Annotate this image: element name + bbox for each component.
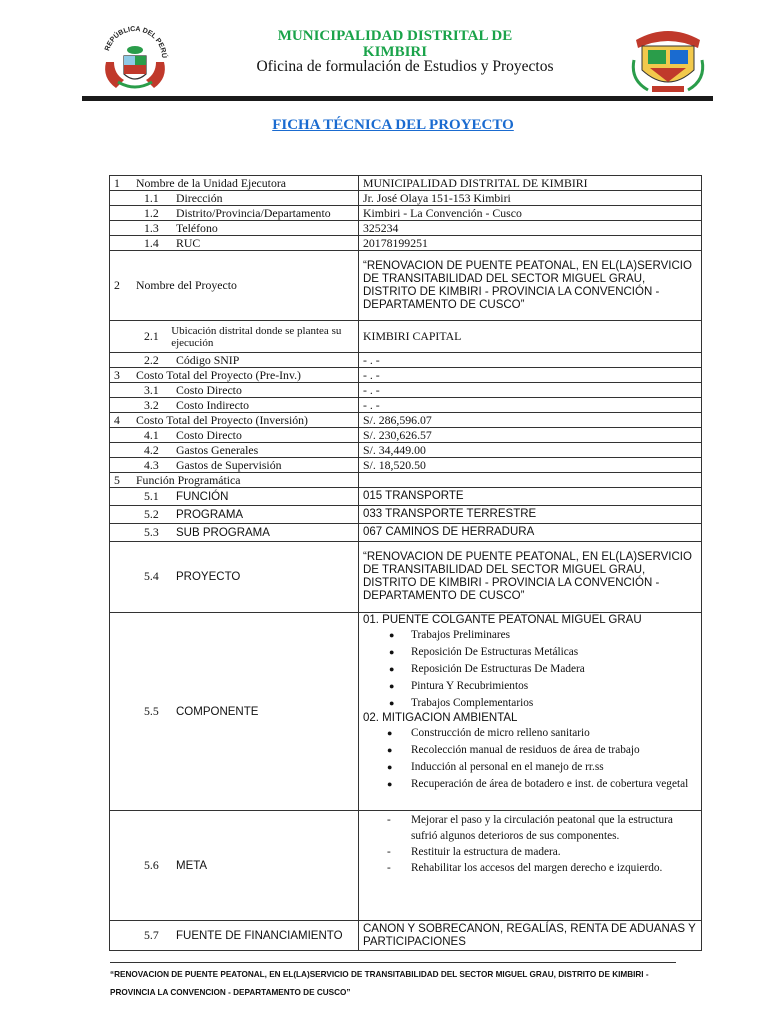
row-number: 4.1 [144, 427, 159, 442]
table-row [110, 176, 702, 191]
table-row [110, 811, 702, 921]
office-name: Oficina de formulación de Estudios y Proyectos [256, 58, 554, 75]
row-value: CANON Y SOBRECANON, REGALÍAS, RENTA DE ADUANAS Y PARTICIPACIONES [359, 921, 702, 951]
row-label: Gastos Generales [176, 442, 259, 457]
row-value: S/. 34,449.00 [359, 443, 702, 458]
row-value: Jr. José Olaya 151-153 Kimbiri [359, 191, 702, 206]
row-label: Nombre de la Unidad Ejecutora [136, 175, 287, 190]
row-number: 2 [114, 278, 120, 292]
row-label: META [176, 859, 208, 872]
document-title: FICHA TÉCNICA DEL PROYECTO [272, 117, 514, 133]
row-number: 2.1 [144, 329, 159, 343]
list-item: ● Reposición De Estructuras Metálicas [411, 644, 697, 661]
table-row [110, 921, 702, 951]
row-label: Teléfono [176, 220, 218, 235]
row-value: KIMBIRI CAPITAL [359, 321, 702, 353]
row-value: 015 TRANSPORTE [359, 488, 702, 506]
row-label: Gastos de Supervisión [176, 457, 282, 472]
row-label: RUC [176, 235, 201, 250]
institution-name: MUNICIPALIDAD DISTRITAL DE KIMBIRI [277, 28, 513, 60]
table-row [110, 321, 702, 353]
table-row [110, 221, 702, 236]
list-item: ● Trabajos Complementarios [411, 695, 697, 712]
row-number: 5.6 [144, 857, 159, 872]
row-number: 1.1 [144, 190, 159, 205]
component-list [363, 725, 697, 793]
table-row [110, 524, 702, 542]
table-row [110, 191, 702, 206]
row-label: FUENTE DE FINANCIAMIENTO [176, 929, 343, 942]
list-item: ● Recolección manual de residuos de área de trabajo [411, 742, 697, 759]
table-row [110, 542, 702, 613]
table-row [110, 443, 702, 458]
row-value: - . - [359, 398, 702, 413]
row-value: - . - [359, 368, 702, 383]
row-value [359, 473, 702, 488]
table-row [110, 251, 702, 321]
table-row [110, 398, 702, 413]
table-row [110, 206, 702, 221]
footer-project-name: “RENOVACION DE PUENTE PEATONAL, EN EL(LA)SERVICIO DE TRANSITABILIDAD DEL SECTOR MIGUEL GRAU, DISTRITO DE KIMBIRI - PROVINCIA LA CONVENCION - DEPARTAMENTO DE CUSCO” [110, 970, 649, 997]
row-value: 067 CAMINOS DE HERRADURA [359, 524, 702, 542]
header-divider [82, 96, 713, 101]
footer-divider [110, 962, 676, 963]
row-number: 5.5 [144, 703, 159, 718]
table-row [110, 353, 702, 368]
list-item: ● Recuperación de área de botadero e inst. de cobertura vegetal [411, 776, 697, 793]
table-row [110, 368, 702, 383]
row-label: Distrito/Provincia/Departamento [176, 205, 331, 220]
list-item: - Mejorar el paso y la circulación peatonal que la estructura sufrió algunos deterioros de sus componentes. [411, 812, 697, 844]
row-number: 5.7 [144, 927, 159, 942]
project-data-table [109, 175, 702, 951]
row-value: MUNICIPALIDAD DISTRITAL DE KIMBIRI [359, 176, 702, 191]
row-number: 3.1 [144, 382, 159, 397]
table-row [110, 473, 702, 488]
list-item: ● Pintura Y Recubrimientos [411, 678, 697, 695]
row-value: 20178199251 [359, 236, 702, 251]
list-item: ● Inducción al personal en el manejo de rr.ss [411, 759, 697, 776]
row-number: 5.1 [144, 488, 159, 503]
row-label: Nombre del Proyecto [136, 278, 237, 292]
row-value: 033 TRANSPORTE TERRESTRE [359, 506, 702, 524]
row-label: Costo Total del Proyecto (Inversión) [136, 412, 308, 427]
meta-list [363, 812, 697, 876]
row-number: 5 [114, 472, 120, 487]
row-value: - . - [359, 353, 702, 368]
row-label: FUNCIÓN [176, 490, 229, 503]
row-label: PROGRAMA [176, 508, 244, 521]
row-number: 4.2 [144, 442, 159, 457]
list-item: ● Trabajos Preliminares [411, 627, 697, 644]
row-number: 4.3 [144, 457, 159, 472]
table-row [110, 506, 702, 524]
component-title: 02. MITIGACION AMBIENTAL [363, 712, 518, 724]
row-number: 5.2 [144, 506, 159, 521]
table-row [110, 383, 702, 398]
table-row [110, 236, 702, 251]
component-list [363, 627, 697, 712]
row-value: Kimbiri - La Convención - Cusco [359, 206, 702, 221]
component-title: 01. PUENTE COLGANTE PEATONAL MIGUEL GRAU [363, 614, 642, 626]
table-row [110, 613, 702, 811]
meta-cell [359, 811, 702, 921]
row-value: S/. 230,626.57 [359, 428, 702, 443]
row-number: 1.2 [144, 205, 159, 220]
row-label: Costo Directo [176, 427, 242, 442]
svg-text:REPÚBLICA DEL PERÚ: REPÚBLICA DEL PERÚ [104, 25, 168, 59]
table-row [110, 488, 702, 506]
list-item: ● Reposición De Estructuras De Madera [411, 661, 697, 678]
row-label: Función Programática [136, 472, 241, 487]
row-value: “RENOVACION DE PUENTE PEATONAL, EN EL(LA)SERVICIO DE TRANSITABILIDAD DEL SECTOR MIGUEL GRAU, DISTRITO DE KIMBIRI - PROVINCIA LA CONVENCIÓN - DEPARTAMENTO DE CUSCO” [359, 542, 702, 613]
row-number: 1 [114, 175, 120, 190]
row-label: Ubicación distrital donde se plantea su ejecución [171, 324, 342, 349]
row-label: Costo Directo [176, 382, 242, 397]
componente-cell [359, 613, 702, 811]
row-value: S/. 286,596.07 [359, 413, 702, 428]
row-number: 1.3 [144, 220, 159, 235]
page-header [0, 0, 768, 100]
row-label: Costo Indirecto [176, 397, 250, 412]
peru-coat-of-arms-icon [96, 18, 174, 96]
table-row [110, 428, 702, 443]
row-label: COMPONENTE [176, 705, 259, 718]
list-item: ● Construcción de micro relleno sanitario [411, 725, 697, 742]
row-value: “RENOVACION DE PUENTE PEATONAL, EN EL(LA)SERVICIO DE TRANSITABILIDAD DEL SECTOR MIGUEL GRAU, DISTRITO DE KIMBIRI - PROVINCIA LA CONVENCIÓN - DEPARTAMENTO DE CUSCO” [359, 251, 702, 321]
row-number: 3.2 [144, 397, 159, 412]
row-label: Código SNIP [176, 352, 240, 367]
row-number: 4 [114, 412, 120, 427]
row-value: - . - [359, 383, 702, 398]
row-number: 2.2 [144, 352, 159, 367]
row-label: Dirección [176, 190, 223, 205]
row-number: 5.3 [144, 524, 159, 539]
table-row [110, 413, 702, 428]
row-number: 5.4 [144, 569, 159, 583]
row-label: PROYECTO [176, 571, 241, 583]
row-value: S/. 18,520.50 [359, 458, 702, 473]
row-number: 3 [114, 367, 120, 382]
table-row [110, 458, 702, 473]
row-number: 1.4 [144, 235, 159, 250]
row-value: 325234 [359, 221, 702, 236]
row-label: Costo Total del Proyecto (Pre-Inv.) [136, 367, 301, 382]
list-item: - Rehabilitar los accesos del margen derecho e izquierdo. [411, 860, 697, 876]
kimbiri-municipal-shield-icon [628, 20, 708, 96]
list-item: - Restituir la estructura de madera. [411, 844, 697, 860]
row-label: SUB PROGRAMA [176, 526, 270, 539]
